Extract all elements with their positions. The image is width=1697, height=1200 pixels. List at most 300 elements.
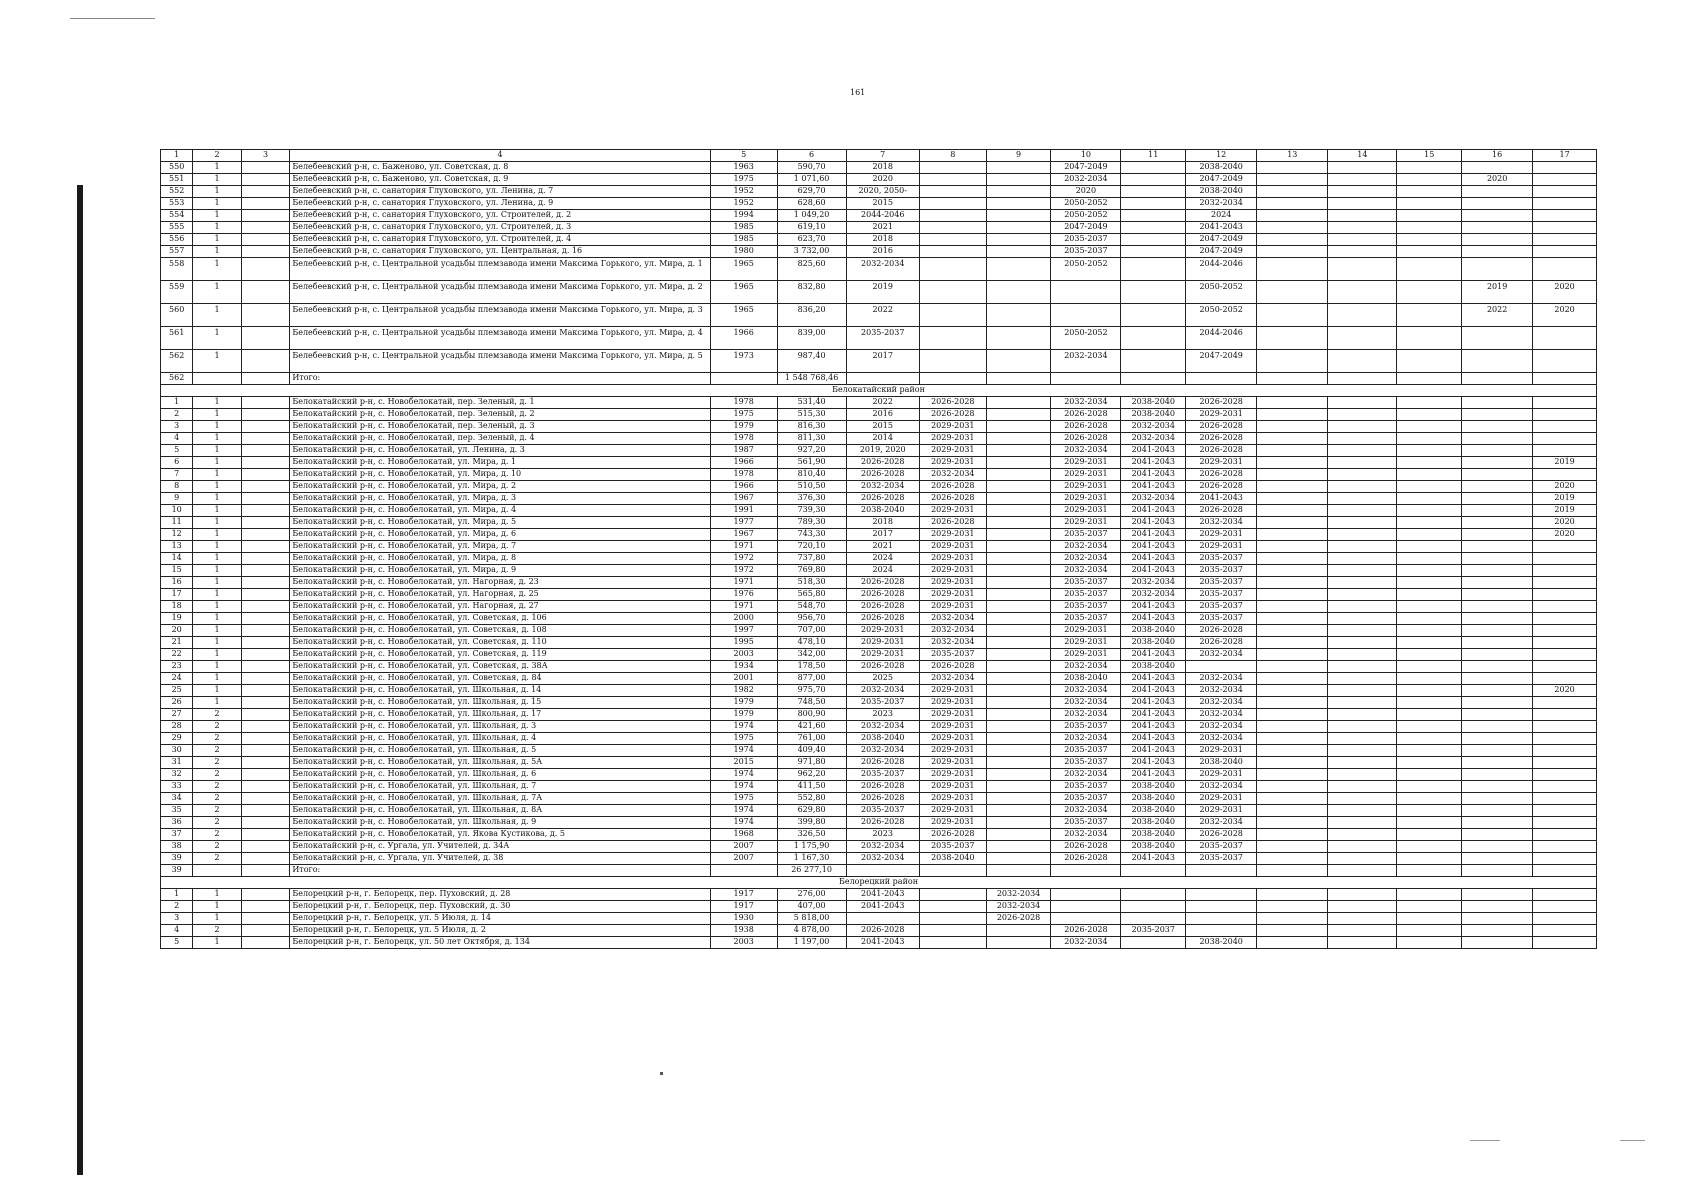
- table-cell: 2032-2034: [1121, 433, 1186, 445]
- table-cell: 26 277,10: [777, 865, 846, 877]
- table-cell: [1533, 174, 1597, 186]
- table-cell: [1186, 865, 1257, 877]
- table-cell: [1328, 913, 1397, 925]
- address-cell: Белебеевский р-н, с. санатория Глуховского, ул. Ленина, д. 9: [290, 198, 710, 210]
- table-cell: [1397, 517, 1462, 529]
- table-cell: [1462, 327, 1533, 350]
- table-cell: 1972: [710, 553, 777, 565]
- table-cell: 2038-2040: [1186, 937, 1257, 949]
- table-cell: 2032-2034: [1051, 541, 1121, 553]
- table-cell: [1397, 327, 1462, 350]
- table-row: [161, 174, 1597, 186]
- table-cell: 13: [161, 541, 193, 553]
- table-cell: 2041-2043: [1121, 457, 1186, 469]
- table-cell: 1979: [710, 421, 777, 433]
- table-cell: 1930: [710, 913, 777, 925]
- table-cell: 27: [161, 709, 193, 721]
- table-cell: 556: [161, 234, 193, 246]
- table-cell: 1974: [710, 769, 777, 781]
- table-row: [161, 198, 1597, 210]
- table-cell: 956,70: [777, 613, 846, 625]
- table-cell: 962,20: [777, 769, 846, 781]
- table-cell: [1328, 925, 1397, 937]
- table-cell: [1328, 493, 1397, 505]
- table-cell: [1533, 210, 1597, 222]
- table-cell: [986, 613, 1051, 625]
- table-cell: 421,60: [777, 721, 846, 733]
- table-cell: [986, 733, 1051, 745]
- table-cell: 10: [161, 505, 193, 517]
- table-cell: 2032-2034: [846, 481, 919, 493]
- table-cell: [1397, 721, 1462, 733]
- table-cell: [986, 757, 1051, 769]
- address-cell: Белебеевский р-н, с. санатория Глуховского, ул. Строителей, д. 4: [290, 234, 710, 246]
- table-cell: 2032-2034: [846, 745, 919, 757]
- table-cell: 2026-2028: [846, 601, 919, 613]
- table-cell: 2035-2037: [1051, 589, 1121, 601]
- table-cell: 1: [193, 493, 242, 505]
- table-cell: [1328, 721, 1397, 733]
- table-cell: [1257, 841, 1328, 853]
- table-row: [161, 258, 1597, 281]
- table-cell: 2023: [846, 709, 919, 721]
- table-cell: 2044-2046: [1186, 327, 1257, 350]
- table-cell: [1328, 649, 1397, 661]
- table-cell: [1328, 757, 1397, 769]
- table-row: [161, 817, 1597, 829]
- table-cell: 2026-2028: [846, 817, 919, 829]
- table-cell: [1257, 865, 1328, 877]
- table-cell: [986, 304, 1051, 327]
- table-cell: 2026-2028: [1051, 841, 1121, 853]
- table-cell: 2026-2028: [846, 613, 919, 625]
- table-cell: [986, 865, 1051, 877]
- table-cell: 2026-2028: [919, 397, 986, 409]
- table-cell: [241, 901, 290, 913]
- table-cell: [1397, 258, 1462, 281]
- table-row: [161, 697, 1597, 709]
- column-header: 12: [1186, 150, 1257, 162]
- table-row: [161, 517, 1597, 529]
- table-cell: [1462, 937, 1533, 949]
- table-cell: [1533, 901, 1597, 913]
- table-cell: [986, 685, 1051, 697]
- address-cell: Белокатайский р-н, с. Новобелокатай, ул. Мира, д. 3: [290, 493, 710, 505]
- table-cell: [1121, 373, 1186, 385]
- table-cell: [1462, 246, 1533, 258]
- table-cell: [1186, 373, 1257, 385]
- table-cell: [1462, 529, 1533, 541]
- table-cell: [919, 162, 986, 174]
- table-cell: 2029-2031: [1186, 793, 1257, 805]
- table-cell: 707,00: [777, 625, 846, 637]
- table-cell: [1462, 541, 1533, 553]
- table-cell: 2047-2049: [1186, 350, 1257, 373]
- table-cell: 971,80: [777, 757, 846, 769]
- table-cell: [1533, 601, 1597, 613]
- table-cell: 12: [161, 529, 193, 541]
- table-cell: [241, 577, 290, 589]
- table-cell: 2029-2031: [1186, 769, 1257, 781]
- table-cell: [1533, 445, 1597, 457]
- scan-speck: [660, 1072, 663, 1075]
- table-cell: 1: [193, 661, 242, 673]
- table-cell: 2038-2040: [1121, 781, 1186, 793]
- table-cell: [1257, 246, 1328, 258]
- table-cell: 2047-2049: [1186, 174, 1257, 186]
- address-cell: Белокатайский р-н, с. Новобелокатай, ул. Советская, д. 84: [290, 673, 710, 685]
- table-cell: [1328, 541, 1397, 553]
- table-cell: 2032-2034: [1051, 661, 1121, 673]
- table-cell: [1257, 327, 1328, 350]
- table-cell: [1397, 649, 1462, 661]
- table-cell: 2035-2037: [919, 649, 986, 661]
- column-header: 16: [1462, 150, 1533, 162]
- table-cell: 2026-2028: [1186, 505, 1257, 517]
- table-cell: 2038-2040: [1121, 625, 1186, 637]
- table-cell: 2029-2031: [1186, 745, 1257, 757]
- table-cell: 2024: [846, 565, 919, 577]
- table-cell: 2026-2028: [846, 661, 919, 673]
- table-row: [161, 234, 1597, 246]
- table-cell: 2018: [846, 162, 919, 174]
- column-header: 14: [1328, 150, 1397, 162]
- table-cell: 2029-2031: [1051, 649, 1121, 661]
- table-cell: [1533, 853, 1597, 865]
- table-cell: [1121, 281, 1186, 304]
- table-cell: [1462, 234, 1533, 246]
- table-cell: 2022: [846, 397, 919, 409]
- table-cell: 1: [193, 246, 242, 258]
- table-cell: [1462, 745, 1533, 757]
- table-cell: 2041-2043: [1121, 745, 1186, 757]
- table-cell: 2029-2031: [919, 685, 986, 697]
- table-cell: 552,80: [777, 793, 846, 805]
- table-cell: 2032-2034: [1051, 769, 1121, 781]
- table-cell: 1: [193, 889, 242, 901]
- table-cell: [1328, 685, 1397, 697]
- table-cell: 832,80: [777, 281, 846, 304]
- table-cell: 825,60: [777, 258, 846, 281]
- table-cell: 2015: [846, 198, 919, 210]
- table-cell: 548,70: [777, 601, 846, 613]
- table-cell: 2032-2034: [1186, 517, 1257, 529]
- table-cell: [1257, 829, 1328, 841]
- table-cell: 2032-2034: [919, 625, 986, 637]
- table-cell: 17: [161, 589, 193, 601]
- table-cell: 2038-2040: [846, 733, 919, 745]
- table-cell: [1257, 733, 1328, 745]
- table-cell: [986, 327, 1051, 350]
- table-cell: 1979: [710, 697, 777, 709]
- table-cell: 1: [193, 350, 242, 373]
- table-cell: [986, 529, 1051, 541]
- address-cell: Белокатайский р-н, с. Новобелокатай, ул. Мира, д. 8: [290, 553, 710, 565]
- table-cell: 2026-2028: [1051, 925, 1121, 937]
- table-cell: [1328, 553, 1397, 565]
- table-cell: [241, 925, 290, 937]
- table-cell: 2024: [1186, 210, 1257, 222]
- table-cell: 2041-2043: [1121, 853, 1186, 865]
- table-cell: [1257, 673, 1328, 685]
- table-cell: 2041-2043: [1121, 733, 1186, 745]
- table-cell: [1533, 637, 1597, 649]
- table-cell: [1328, 481, 1397, 493]
- table-cell: 2: [193, 805, 242, 817]
- table-cell: [986, 829, 1051, 841]
- table-cell: [1257, 757, 1328, 769]
- table-cell: [1328, 637, 1397, 649]
- table-cell: [919, 258, 986, 281]
- table-cell: 2032-2034: [846, 721, 919, 733]
- table-cell: [1533, 865, 1597, 877]
- table-cell: [1462, 817, 1533, 829]
- table-cell: [1462, 433, 1533, 445]
- housing-table-container: [160, 149, 1597, 949]
- table-cell: 2041-2043: [1121, 517, 1186, 529]
- table-cell: 29: [161, 733, 193, 745]
- table-cell: [1397, 769, 1462, 781]
- table-cell: [1051, 304, 1121, 327]
- table-cell: 2038-2040: [1186, 162, 1257, 174]
- table-cell: [1257, 781, 1328, 793]
- table-cell: [986, 817, 1051, 829]
- table-cell: 2035-2037: [846, 769, 919, 781]
- table-cell: [1257, 805, 1328, 817]
- table-cell: 2029-2031: [1051, 493, 1121, 505]
- table-cell: 2038-2040: [1121, 817, 1186, 829]
- table-cell: [1533, 721, 1597, 733]
- table-cell: 2032-2034: [1121, 577, 1186, 589]
- table-cell: 2029-2031: [846, 637, 919, 649]
- table-cell: [1397, 781, 1462, 793]
- section-row: [161, 877, 1597, 889]
- table-cell: [1257, 281, 1328, 304]
- table-cell: 2041-2043: [1121, 709, 1186, 721]
- table-cell: [1328, 445, 1397, 457]
- table-cell: [1397, 901, 1462, 913]
- table-row: [161, 709, 1597, 721]
- table-cell: [710, 865, 777, 877]
- table-cell: [1462, 589, 1533, 601]
- table-cell: [1533, 649, 1597, 661]
- table-cell: 2035-2037: [846, 805, 919, 817]
- column-header: 10: [1051, 150, 1121, 162]
- table-row: [161, 793, 1597, 805]
- table-cell: 2019: [1533, 457, 1597, 469]
- table-row: [161, 805, 1597, 817]
- table-cell: [241, 613, 290, 625]
- table-cell: [1397, 601, 1462, 613]
- table-cell: 2014: [846, 433, 919, 445]
- table-cell: 2032-2034: [1186, 649, 1257, 661]
- table-cell: [1462, 493, 1533, 505]
- table-cell: [1533, 577, 1597, 589]
- table-cell: [241, 505, 290, 517]
- table-cell: [1397, 553, 1462, 565]
- table-cell: [241, 865, 290, 877]
- table-cell: 553: [161, 198, 193, 210]
- table-cell: 411,50: [777, 781, 846, 793]
- address-cell: Белебеевский р-н, с. санатория Глуховского, ул. Строителей, д. 3: [290, 222, 710, 234]
- table-cell: [1257, 373, 1328, 385]
- table-cell: 737,80: [777, 553, 846, 565]
- table-cell: [1186, 913, 1257, 925]
- table-cell: 2: [193, 841, 242, 853]
- table-cell: [986, 222, 1051, 234]
- table-cell: [986, 937, 1051, 949]
- table-cell: 1: [193, 529, 242, 541]
- address-cell: Белокатайский р-н, с. Новобелокатай, ул. Мира, д. 5: [290, 517, 710, 529]
- table-cell: 2041-2043: [1121, 721, 1186, 733]
- table-cell: 2032-2034: [1051, 350, 1121, 373]
- table-cell: [1533, 469, 1597, 481]
- table-row: [161, 757, 1597, 769]
- table-cell: 2041-2043: [1121, 565, 1186, 577]
- table-cell: 2029-2031: [919, 433, 986, 445]
- address-cell: Белебеевский р-н, с. Центральной усадьбы племзавода имени Максима Горького, ул. Мира, д. 3: [290, 304, 710, 327]
- table-row: [161, 661, 1597, 673]
- table-cell: [1257, 661, 1328, 673]
- table-cell: 2029-2031: [1051, 481, 1121, 493]
- table-cell: 2021: [846, 222, 919, 234]
- table-cell: [1533, 889, 1597, 901]
- address-cell: Белокатайский р-н, с. Новобелокатай, ул. Мира, д. 7: [290, 541, 710, 553]
- table-cell: 554: [161, 210, 193, 222]
- table-cell: [986, 601, 1051, 613]
- table-cell: 1: [193, 198, 242, 210]
- page-number: 161: [850, 88, 866, 97]
- table-cell: 510,50: [777, 481, 846, 493]
- table-cell: [710, 373, 777, 385]
- table-cell: 2035-2037: [1051, 613, 1121, 625]
- table-cell: 2041-2043: [1121, 673, 1186, 685]
- table-cell: [1328, 709, 1397, 721]
- table-cell: [1257, 577, 1328, 589]
- table-cell: 6: [161, 457, 193, 469]
- table-cell: 37: [161, 829, 193, 841]
- table-cell: [1533, 925, 1597, 937]
- table-cell: [986, 493, 1051, 505]
- table-cell: 2032-2034: [1186, 721, 1257, 733]
- table-cell: [986, 673, 1051, 685]
- table-cell: [1462, 829, 1533, 841]
- table-cell: [1397, 853, 1462, 865]
- table-cell: 2: [193, 829, 242, 841]
- table-cell: 531,40: [777, 397, 846, 409]
- table-cell: [1257, 529, 1328, 541]
- address-cell: Белокатайский р-н, с. Новобелокатай, ул. Нагорная, д. 23: [290, 577, 710, 589]
- table-cell: 2041-2043: [1121, 553, 1186, 565]
- table-cell: [1328, 841, 1397, 853]
- table-cell: 1: [161, 889, 193, 901]
- table-cell: 2026-2028: [1186, 829, 1257, 841]
- address-cell: Белокатайский р-н, с. Новобелокатай, ул. Мира, д. 6: [290, 529, 710, 541]
- table-cell: 2035-2037: [1121, 925, 1186, 937]
- address-cell: Белокатайский р-н, с. Новобелокатай, ул. Школьная, д. 5А: [290, 757, 710, 769]
- table-cell: [1328, 505, 1397, 517]
- table-cell: 2029-2031: [1051, 505, 1121, 517]
- table-cell: [1533, 565, 1597, 577]
- table-cell: 2029-2031: [1186, 529, 1257, 541]
- table-cell: 2032-2034: [846, 841, 919, 853]
- table-cell: 2041-2043: [1186, 493, 1257, 505]
- column-header: 13: [1257, 150, 1328, 162]
- table-cell: 409,40: [777, 745, 846, 757]
- table-cell: [241, 186, 290, 198]
- table-cell: [1121, 258, 1186, 281]
- table-cell: 2041-2043: [1121, 469, 1186, 481]
- table-row: [161, 637, 1597, 649]
- table-cell: 4: [161, 433, 193, 445]
- table-cell: 2032-2034: [1121, 421, 1186, 433]
- table-cell: 2032-2034: [1051, 685, 1121, 697]
- table-cell: 2029-2031: [1186, 805, 1257, 817]
- table-cell: [1328, 162, 1397, 174]
- table-cell: [1257, 457, 1328, 469]
- table-cell: [1121, 913, 1186, 925]
- table-cell: 2032-2034: [1051, 565, 1121, 577]
- table-cell: 2: [193, 781, 242, 793]
- table-cell: 551: [161, 174, 193, 186]
- table-cell: 2038-2040: [1186, 757, 1257, 769]
- table-cell: [241, 757, 290, 769]
- table-cell: 2029-2031: [919, 769, 986, 781]
- address-cell: Белокатайский р-н, с. Новобелокатай, ул. Советская, д. 108: [290, 625, 710, 637]
- table-cell: [1533, 841, 1597, 853]
- table-cell: 1: [193, 174, 242, 186]
- table-cell: 1: [193, 210, 242, 222]
- table-cell: [1462, 721, 1533, 733]
- table-cell: [1397, 565, 1462, 577]
- table-cell: [1257, 745, 1328, 757]
- table-cell: 2032-2034: [986, 889, 1051, 901]
- table-header-row: [161, 150, 1597, 162]
- table-cell: [1257, 589, 1328, 601]
- table-cell: 2026-2028: [919, 481, 986, 493]
- table-cell: [919, 281, 986, 304]
- table-cell: 1917: [710, 889, 777, 901]
- table-cell: [1533, 433, 1597, 445]
- table-cell: 1: [193, 613, 242, 625]
- table-cell: 2019: [846, 281, 919, 304]
- table-cell: [1533, 553, 1597, 565]
- table-cell: [1121, 210, 1186, 222]
- table-cell: 562: [161, 373, 193, 385]
- table-cell: [1462, 409, 1533, 421]
- table-row: [161, 601, 1597, 613]
- table-cell: [1533, 198, 1597, 210]
- section-row: [161, 385, 1597, 397]
- table-cell: 2026-2028: [1051, 421, 1121, 433]
- table-cell: [1397, 685, 1462, 697]
- table-cell: [1397, 281, 1462, 304]
- column-header: 5: [710, 150, 777, 162]
- table-cell: [241, 457, 290, 469]
- table-cell: 2: [193, 769, 242, 781]
- table-cell: 2026-2028: [1186, 421, 1257, 433]
- table-cell: 1: [193, 589, 242, 601]
- table-cell: 2032-2034: [1051, 709, 1121, 721]
- table-cell: [1397, 469, 1462, 481]
- table-cell: [1462, 577, 1533, 589]
- table-cell: [241, 649, 290, 661]
- table-cell: [1257, 186, 1328, 198]
- table-cell: 399,80: [777, 817, 846, 829]
- table-cell: [1462, 373, 1533, 385]
- column-header: 3: [241, 150, 290, 162]
- address-cell: Белебеевский р-н, с. Баженово, ул. Советская, д. 8: [290, 162, 710, 174]
